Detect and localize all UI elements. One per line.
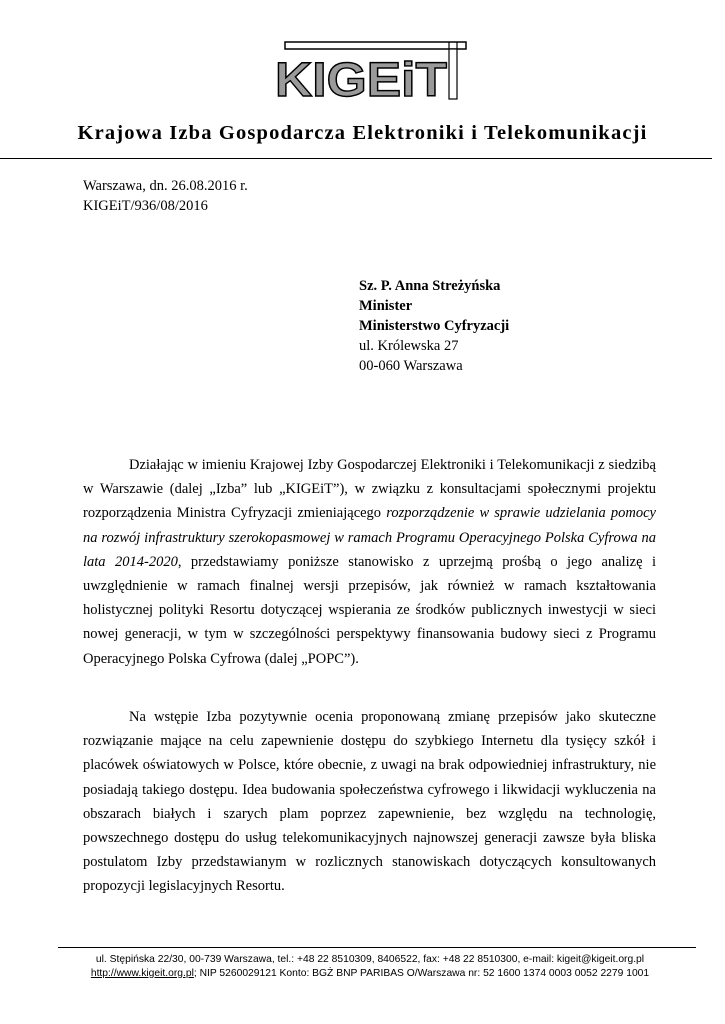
footer-divider: [58, 947, 696, 948]
recipient-address: [359, 276, 509, 376]
recipient-city: 00-060 Warszawa: [359, 358, 463, 374]
reference-number: KIGEiT/936/08/2016: [83, 198, 208, 214]
footer-bank-details: ; NIP 5260029121 Konto: BGŻ BNP PARIBAS O/Warszawa nr: 52 1600 1374 0003 0052 2279 1001: [193, 967, 650, 979]
letter-meta: [83, 176, 248, 216]
header-divider: [0, 158, 712, 159]
paragraph-2: Na wstępie Izba pozytywnie ocenia proponowaną zmianę przepisów jako skuteczne rozwiązanie mające na celu zapewnienie dostępu do szybkiego Internetu dla tysięcy szkół i placówek oświatowych w Polsce, które obecnie, z uwagi na brak odpowiedniej infrastruktury, nie posiadają takiego dostępu. Idea budowania społeczeństwa cyfrowego i likwidacji wykluczenia na obszarach białych i szarych plam poprzez zapewnienie, bez względu na technologię, powszechnego dostępu do usług telekomunikacyjnych najnowszej generacji zawsze była bliska postulatom Izby przedstawianym w rozlicznych stanowiskach dotyczących konsultowanych propozycji legislacyjnych Resortu.: [83, 709, 656, 895]
recipient-position: Minister: [359, 298, 413, 314]
paragraph-1-regulation-title: rozporządzenie w sprawie udzielania pomocy na rozwój infrastruktury szerokopasmowej w ramach Programu Operacyjnego Polska Cyfrowa na lata 2014-2020: [83, 505, 656, 570]
svg-text:KIGEiT: KIGEiT: [275, 54, 447, 102]
recipient-name: Sz. P. Anna Streżyńska: [359, 278, 501, 294]
organization-name: Krajowa Izba Gospodarcza Elektroniki i Telekomunikacji: [77, 122, 648, 144]
website-link[interactable]: http://www.kigeit.org.pl: [90, 967, 194, 979]
footer: [0, 953, 725, 980]
kigeit-logo: [271, 40, 467, 102]
footer-contact: ul. Stępińska 22/30, 00-739 Warszawa, tel.: +48 22 8510309, 8406522, fax: +48 22 8510300, e-mail: kigeit@kigeit.org.pl: [95, 954, 645, 965]
footer-registration: [0, 967, 725, 981]
paragraph-1-end: , przedstawiamy poniższe stanowisko z uprzejmą prośbą o jego analizę i uwzględnienie w ramach finalnej wersji przepisów, jak również w ramach kształtowania holistycznej polityki Resortu dotyczącej wspierania ze środków publicznych inwestycji w sieci nowej generacji, w tym w szczególności perspektywy finansowania budowy sieci z Programu Operacyjnego Polska Cyfrowa (dalej „POPC”).: [83, 553, 656, 667]
paragraph-1: [83, 453, 656, 671]
paragraph-1-start: Działając w imieniu Krajowej Izby Gospodarczej Elektroniki i Telekomunikacji z siedzibą w Warszawie (dalej „Izba” lub „KIGEiT”), w związku z konsultacjami społecznymi projektu rozporządzenia Ministra Cyfryzacji zmieniającego: [83, 457, 656, 522]
recipient-institution: Ministerstwo Cyfryzacji: [359, 318, 510, 334]
recipient-street: ul. Królewska 27: [359, 338, 459, 354]
place-date: Warszawa, dn. 26.08.2016 r.: [83, 178, 248, 194]
